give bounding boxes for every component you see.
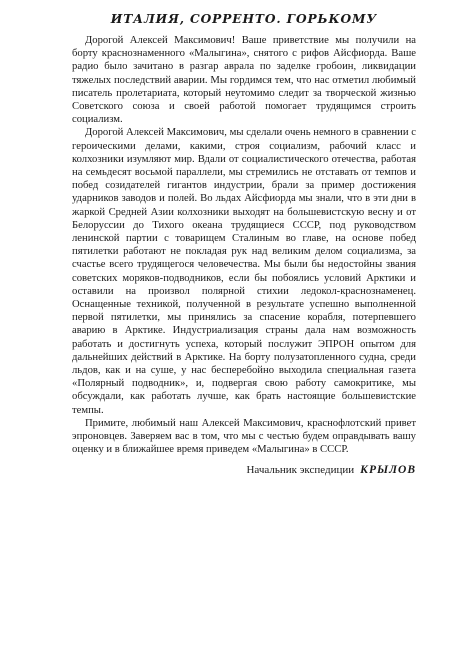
letter-paragraph-3: Примите, любимый наш Алексей Максимович, краснофлотский привет эпроновцев. Заверяем вас в том, что мы с честью будем оправдывать вашу оценку и в ближайшее время приведем «Малыгина» в СССР.: [72, 417, 416, 456]
signature-name: КРЫЛОВ: [360, 463, 416, 476]
signature-block: [72, 463, 416, 477]
letter-paragraph-1: Дорогой Алексей Максимович! Ваше приветствие мы получили на борту краснознаменного «Малыгина», снятого с рифов Айсфиорда. Ваше радио было зачитано в разгар аврала по заделке гробоин, ликвидации тяжелых последствий аварии. Мы гордимся тем, что нас отметил любимый писатель пролетариата, который неутомимо следит за творческой жизнью Советского союза и своей работой помогает трудящимся строить социализм.: [72, 35, 416, 126]
signature-title: Начальник экспедиции: [246, 463, 355, 476]
letter-paragraph-2: Дорогой Алексей Максимович, мы сделали очень немного в сравнении с героическими делами, какими, строя социализм, рабочий класс и колхозники изумляют мир. Вдали от социалистического отечества, работая на семьдесят восьмой параллели, мы стремились не отставать от темпов и побед созидателей гигантов индустрии, брали за пример достижения ударников заводов и полей. Во льдах Айсфиорда мы знали, что в эти дни в жаркой Средней Азии колхозники выходят на большевистскую весну и от Белоруссии до Тихого океана трудящиеся СССР, под руководством ленинской партии с товарищем Сталиным во главе, на основе побед пятилетки работают не покладая рук над великим делом социализма, за счастье всего трудящегося человечества. Мы были бы недостойны звания советских моряков-подводников, если бы побоялись условий Арктики и оставили на произвол полярной стихии ледокол-краснознаменец. Оснащенные техникой, полученной в результате успешно выполненной первой пятилетки, мы принялись за спасение корабля, потерпевшего аварию в Арктике. Индустриализация страны дала нам возможность работать и достигнуть успеха, который послужит ЭПРОН опытом для дальнейших действий в Арктике. На борту полузатопленного судна, среди льдов, как и на суше, у нас бесперебойно выходила специальная газета «Полярный подводник», и, подвергая свою работу самокритике, мы обсуждали, как работать лучше, как брать настоящие большевистские темпы.: [72, 127, 416, 416]
letter-heading: ИТАЛИЯ, СОРРЕНТО. ГОРЬКОМУ: [110, 12, 378, 26]
